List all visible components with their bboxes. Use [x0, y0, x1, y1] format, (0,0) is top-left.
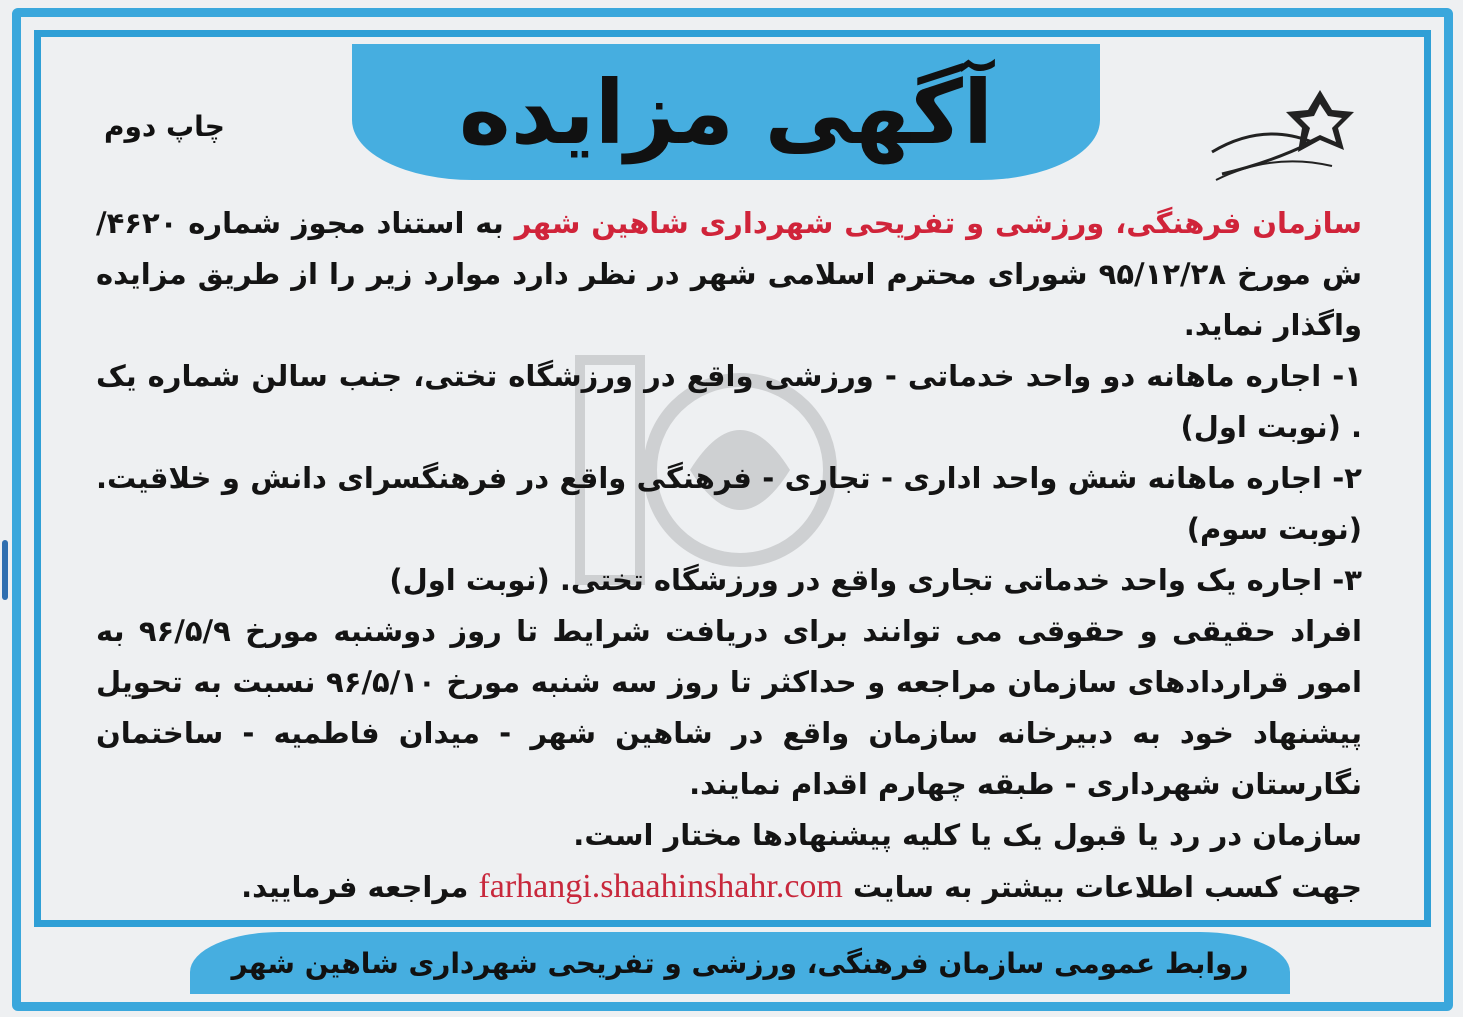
edge-mark: [2, 540, 8, 600]
page-title: آگهی مزایده: [458, 60, 994, 164]
list-item: ۱- اجاره ماهانه دو واحد خدماتی - ورزشی واقع در ورزشگاه تختی، جنب سالن شماره یک . (نوبت اول): [96, 359, 1362, 444]
info-suffix: مراجعه فرمایید.: [241, 870, 469, 904]
list-item: ۳- اجاره یک واحد خدماتی تجاری واقع در ورزشگاه تختی. (نوبت اول): [389, 563, 1362, 597]
organization-name: سازمان فرهنگی، ورزشی و تفریحی شهرداری شاهین شهر: [514, 206, 1362, 240]
footer-text: روابط عمومی سازمان فرهنگی، ورزشی و تفریحی شهرداری شاهین شهر: [231, 946, 1249, 980]
rights-paragraph: سازمان در رد یا قبول یک یا کلیه پیشنهادها مختار است.: [573, 818, 1362, 852]
list-item: ۲- اجاره ماهانه شش واحد اداری - تجاری - فرهنگی واقع در فرهنگسرای دانش و خلاقیت. (نوبت سوم): [96, 461, 1362, 546]
title-banner: [352, 44, 1100, 180]
organization-logo-icon: [1202, 82, 1362, 192]
footer-band: [190, 932, 1290, 994]
info-paragraph: [96, 861, 1362, 913]
conditions-paragraph: افراد حقیقی و حقوقی می توانند برای دریافت شرایط تا روز دوشنبه مورخ ۹۶/۵/۹ به امور قراردادهای سازمان مراجعه و حداکثر تا روز سه شنبه مورخ ۹۶/۵/۱۰ نسبت به تحویل پیشنهاد خود به دبیرخانه سازمان واقع در شاهین شهر - میدان فاطمیه - ساختمان نگارستان شهرداری - طبقه چهارم اقدام نمایند.: [96, 614, 1362, 801]
print-edition-label: چاپ دوم: [104, 110, 225, 143]
intro-text: به استناد مجوز شماره ۴۶۲۰/ش مورخ ۹۵/۱۲/۲۸ شورای محترم اسلامی شهر در نظر دارد موارد زیر را از طریق مزایده واگذار نماید.: [96, 206, 1362, 342]
website-link[interactable]: farhangi.shaahinshahr.com: [478, 868, 843, 905]
intro-paragraph: [96, 198, 1362, 351]
announcement-body: [96, 198, 1362, 913]
info-prefix: جهت کسب اطلاعات بیشتر به سایت: [852, 870, 1362, 904]
